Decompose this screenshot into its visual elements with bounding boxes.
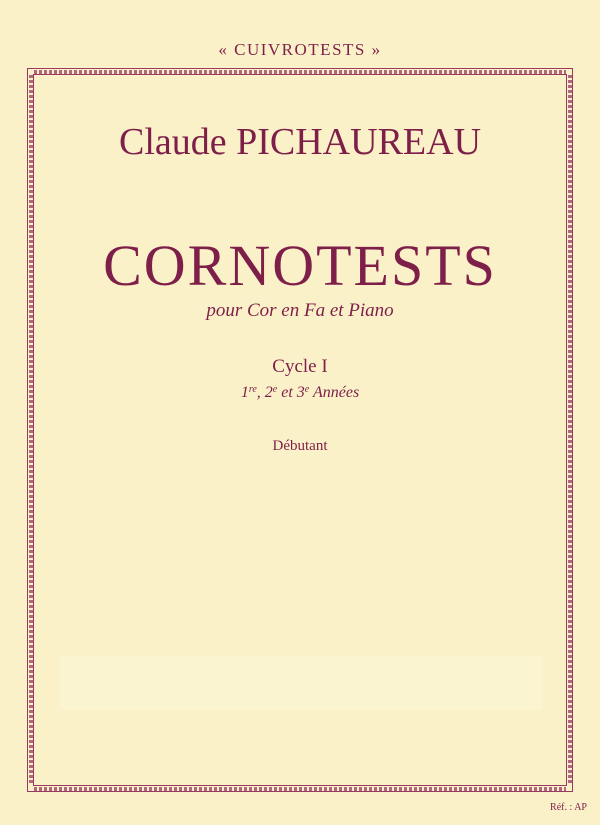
years-line (0, 384, 600, 402)
year-second-suffix: e (272, 384, 278, 395)
reference-code: Réf. : AP (550, 802, 587, 813)
label-area (60, 656, 542, 710)
border-ornament-left (29, 75, 33, 785)
year-separator-1: , (256, 384, 265, 401)
years-tail: Années (309, 384, 360, 401)
border-ornament-bottom (34, 787, 566, 791)
work-title: CORNOTESTS (103, 233, 497, 298)
year-separator-2: et (277, 384, 297, 401)
composer-name: Claude PICHAUREAU (118, 121, 482, 163)
level-label: Débutant (272, 438, 328, 454)
year-first-number: 1 (240, 384, 249, 401)
instrumentation-subtitle: pour Cor en Fa et Piano (206, 300, 394, 321)
border-ornament-top (34, 70, 566, 74)
border-ornament-right (568, 75, 572, 785)
year-third-number: 3 (296, 384, 305, 401)
year-first-suffix: re (248, 384, 257, 395)
cycle-label: Cycle I (272, 356, 328, 377)
year-second-number: 2 (264, 384, 273, 401)
year-third-suffix: e (304, 384, 310, 395)
series-title: « CUIVROTESTS » (218, 40, 382, 59)
